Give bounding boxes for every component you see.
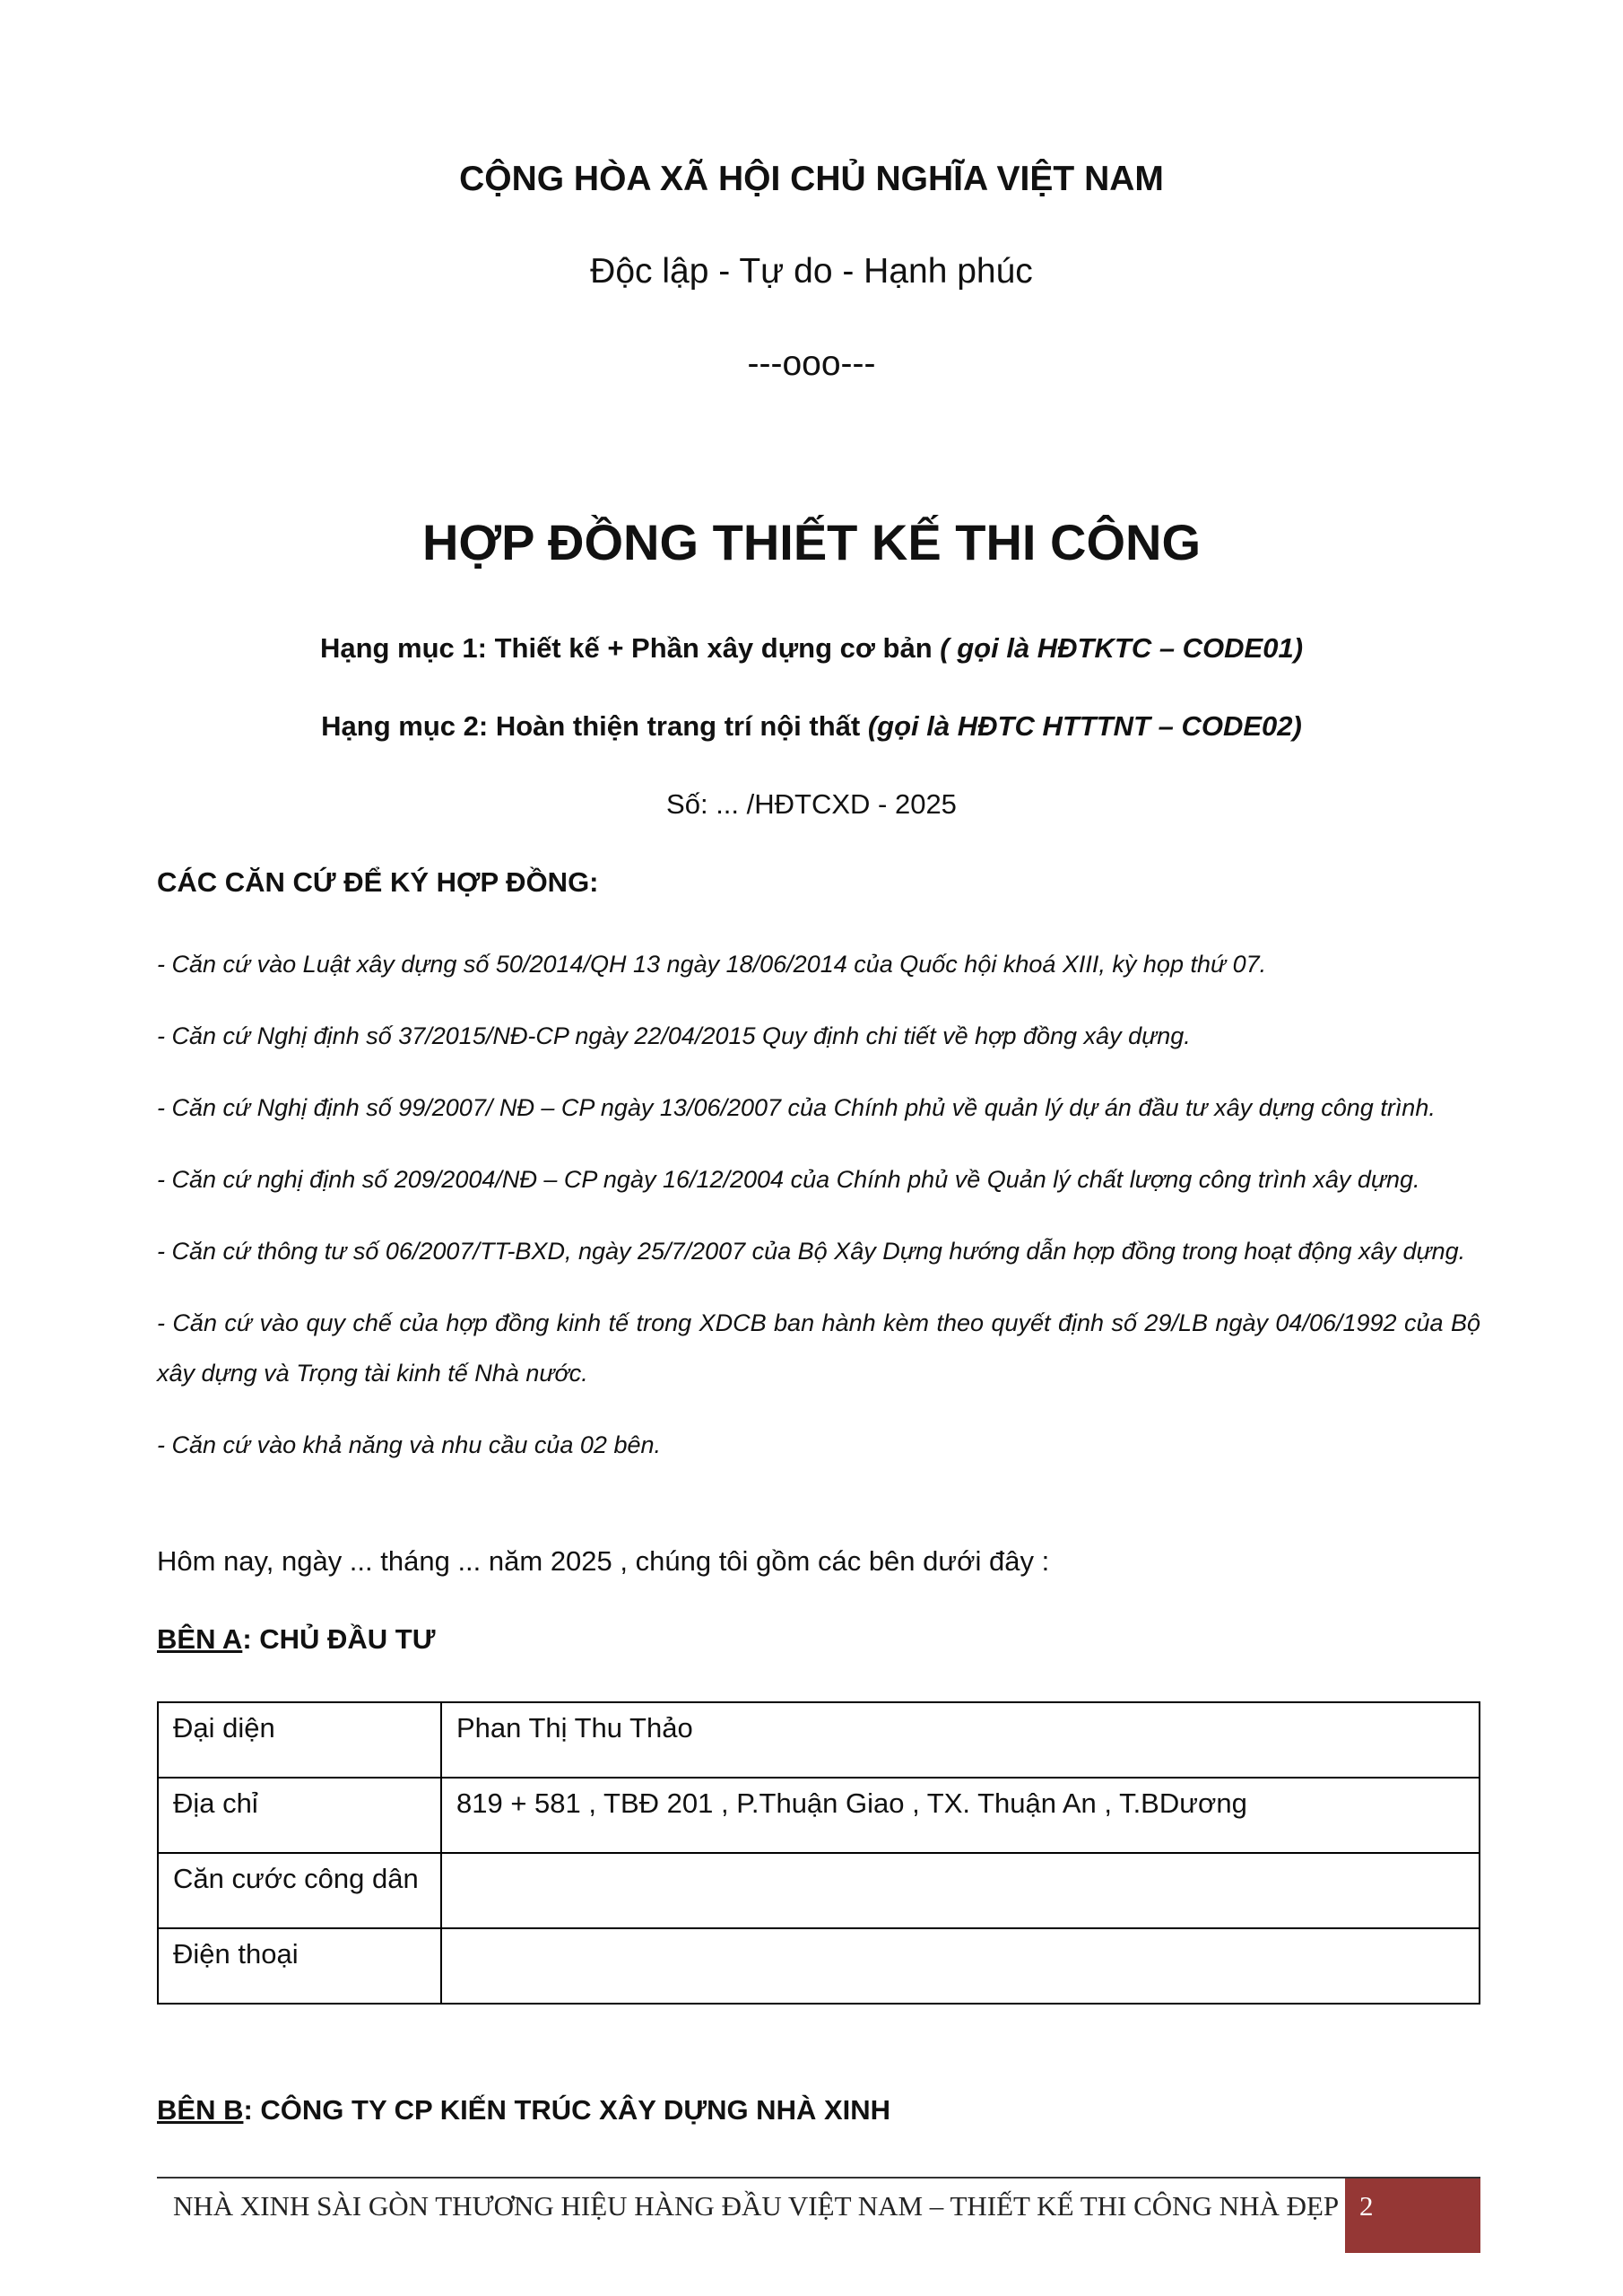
party-b-title: : CÔNG TY CP KIẾN TRÚC XÂY DỰNG NHÀ XINH	[243, 2094, 891, 2126]
party-a-table	[157, 1701, 1480, 2005]
field-value	[441, 1853, 1480, 1928]
page-number: 2	[1359, 2190, 1374, 2222]
basis-item: - Căn cứ vào khả năng và nhu cầu của 02 bên.	[157, 1431, 661, 1458]
table-row	[158, 1778, 1480, 1853]
party-b-heading	[157, 2094, 890, 2126]
contract-title: HỢP ĐỒNG THIẾT KẾ THI CÔNG	[421, 514, 1202, 570]
contract-item-1	[0, 632, 1623, 665]
table-row	[158, 1702, 1480, 1778]
basis-heading: CÁC CĂN CỨ ĐỂ KÝ HỢP ĐỒNG:	[157, 866, 599, 898]
item-2-label: Hạng mục 2: Hoàn thiện trang trí nội thất	[321, 710, 868, 742]
field-label: Địa chỉ	[158, 1778, 441, 1853]
field-label: Căn cước công dân	[158, 1853, 441, 1928]
national-motto: Độc lập - Tự do - Hạnh phúc	[590, 252, 1033, 291]
contract-number: Số: ... /HĐTCXD - 2025	[666, 788, 957, 820]
field-value: Phan Thị Thu Thảo	[441, 1702, 1480, 1778]
heading-separator: ---ooo---	[747, 344, 876, 383]
field-value	[441, 1928, 1480, 2004]
party-a-title: : CHỦ ĐẦU TƯ	[242, 1623, 436, 1655]
item-2-note: (gọi là HĐTC HTTTNT – CODE02)	[867, 710, 1302, 742]
field-label: Đại diện	[158, 1702, 441, 1778]
intro-paragraph: Hôm nay, ngày ... tháng ... năm 2025 , chúng tôi gồm các bên dưới đây :	[157, 1545, 1050, 1577]
basis-item: - Căn cứ Nghị định số 37/2015/NĐ-CP ngày 22/04/2015 Quy định chi tiết về hợp đồng xây dựng.	[157, 1022, 1191, 1049]
basis-item: - Căn cứ vào Luật xây dựng số 50/2014/QH 13 ngày 18/06/2014 của Quốc hội khoá XIII, kỳ họp thứ 07.	[157, 951, 1267, 978]
footer-text: NHÀ XINH SÀI GÒN THƯƠNG HIỆU HÀNG ĐẦU VIỆT NAM – THIẾT KẾ THI CÔNG NHÀ ĐẸP	[173, 2190, 1340, 2222]
party-a-label: BÊN A	[157, 1623, 243, 1655]
nation-heading: CỘNG HÒA XÃ HỘI CHỦ NGHĨA VIỆT NAM	[459, 160, 1164, 198]
basis-item: - Căn cứ Nghị định số 99/2007/ NĐ – CP ngày 13/06/2007 của Chính phủ về quản lý dự án đầu tư xây dựng công trình.	[157, 1094, 1436, 1121]
table-row	[158, 1928, 1480, 2004]
basis-item: - Căn cứ vào quy chế của hợp đồng kinh tế trong XDCB ban hành kèm theo quyết định số 29/LB ngày 04/06/1992 của Bộ xây dựng và Trọng tài kinh tế Nhà nước.	[157, 1309, 1480, 1387]
party-a-heading	[157, 1623, 435, 1656]
table-row	[158, 1853, 1480, 1928]
party-b-label: BÊN B	[157, 2094, 244, 2126]
basis-item: - Căn cứ thông tư số 06/2007/TT-BXD, ngày 25/7/2007 của Bộ Xây Dựng hướng dẫn hợp đồng trong hoạt động xây dựng.	[157, 1238, 1466, 1265]
contract-item-2	[0, 710, 1623, 743]
item-1-label: Hạng mục 1: Thiết kế + Phần xây dựng cơ bản	[319, 632, 941, 664]
field-value: 819 + 581 , TBĐ 201 , P.Thuận Giao , TX. Thuận An , T.BDương	[441, 1778, 1480, 1853]
basis-list	[157, 939, 1480, 1492]
field-label: Điện thoại	[158, 1928, 441, 2004]
item-1-note: ( gọi là HĐTKTC – CODE01)	[940, 632, 1304, 664]
footer-divider	[157, 2177, 1480, 2179]
basis-item: - Căn cứ nghị định số 209/2004/NĐ – CP ngày 16/12/2004 của Chính phủ về Quản lý chất lượng công trình xây dựng.	[157, 1166, 1420, 1193]
